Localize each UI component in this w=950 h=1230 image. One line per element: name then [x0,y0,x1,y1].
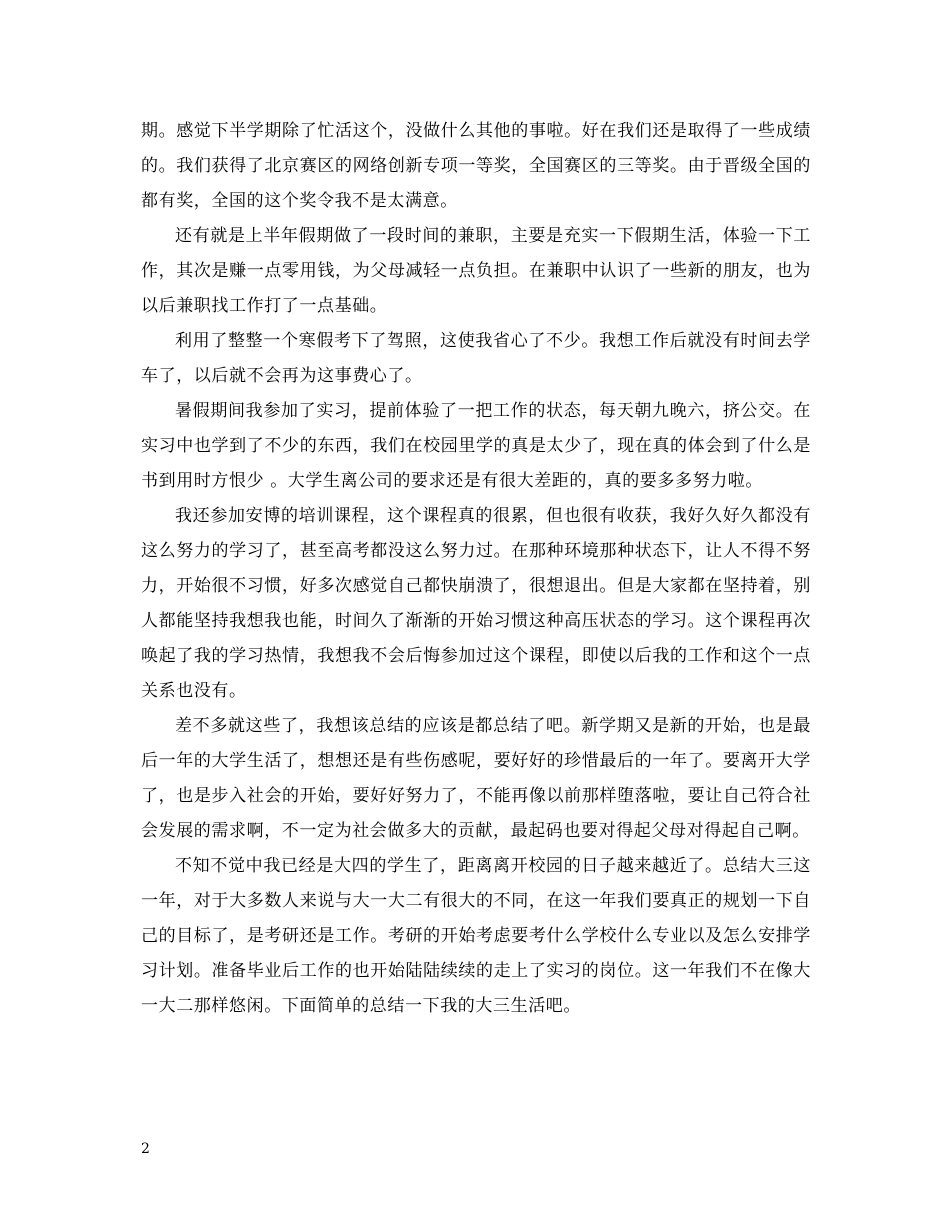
paragraph-3: 利用了整整一个寒假考下了驾照，这使我省心了不少。我想工作后就没有时间去学车了，以后就不会再为这事费心了。 [141,331,811,386]
paragraph-1: 期。感觉下半学期除了忙活这个，没做什么其他的事啦。好在我们还是取得了一些成绩的。我们获得了北京赛区的网络创新专项一等奖，全国赛区的三等奖。由于晋级全国的都有奖，全国的这个奖令我不是太满意。 [141,121,811,211]
paragraph-2: 还有就是上半年假期做了一段时间的兼职，主要是充实一下假期生活，体验一下工作，其次是赚一点零用钱，为父母减轻一点负担。在兼职中认识了一些新的朋友，也为以后兼职找工作打了一点基础。 [141,226,811,316]
paragraph-4: 暑假期间我参加了实习，提前体验了一把工作的状态，每天朝九晚六，挤公交。在实习中也学到了不少的东西，我们在校园里学的真是太少了，现在真的体会到了什么是 书到用时方恨少 。大学生离公司的要求还是有很大差距的，真的要多多努力啦。 [141,401,811,491]
page-number: 2 [141,1141,150,1157]
document-body [141,114,811,1024]
paragraph-6: 差不多就这些了，我想该总结的应该是都总结了吧。新学期又是新的开始，也是最后一年的大学生活了，想想还是有些伤感呢，要好好的珍惜最后的一年了。要离开大学了，也是步入社会的开始，要好好努力了，不能再像以前那样堕落啦，要让自己符合社会发展的需求啊，不一定为社会做多大的贡献，最起码也要对得起父母对得起自己啊。 [141,716,811,841]
paragraph-5: 我还参加安博的培训课程，这个课程真的很累，但也很有收获，我好久好久都没有这么努力的学习了，甚至高考都没这么努力过。在那种环境那种状态下，让人不得不努力，开始很不习惯，好多次感觉自己都快崩溃了，很想退出。但是大家都在坚持着，别人都能坚持我想我也能，时间久了渐渐的开始习惯这种高压状态的学习。这个课程再次唤起了我的学习热情，我想我不会后悔参加过这个课程，即使以后我的工作和这个一点关系也没有。 [141,506,811,701]
paragraph-7: 不知不觉中我已经是大四的学生了，距离离开校园的日子越来越近了。总结大三这一年，对于大多数人来说与大一大二有很大的不同，在这一年我们要真正的规划一下自己的目标了，是考研还是工作。考研的开始考虑要考什么学校什么专业以及怎么安排学习计划。准备毕业后工作的也开始陆陆续续的走上了实习的岗位。这一年我们不在像大一大二那样悠闲。下面简单的总结一下我的大三生活吧。 [141,856,811,1016]
